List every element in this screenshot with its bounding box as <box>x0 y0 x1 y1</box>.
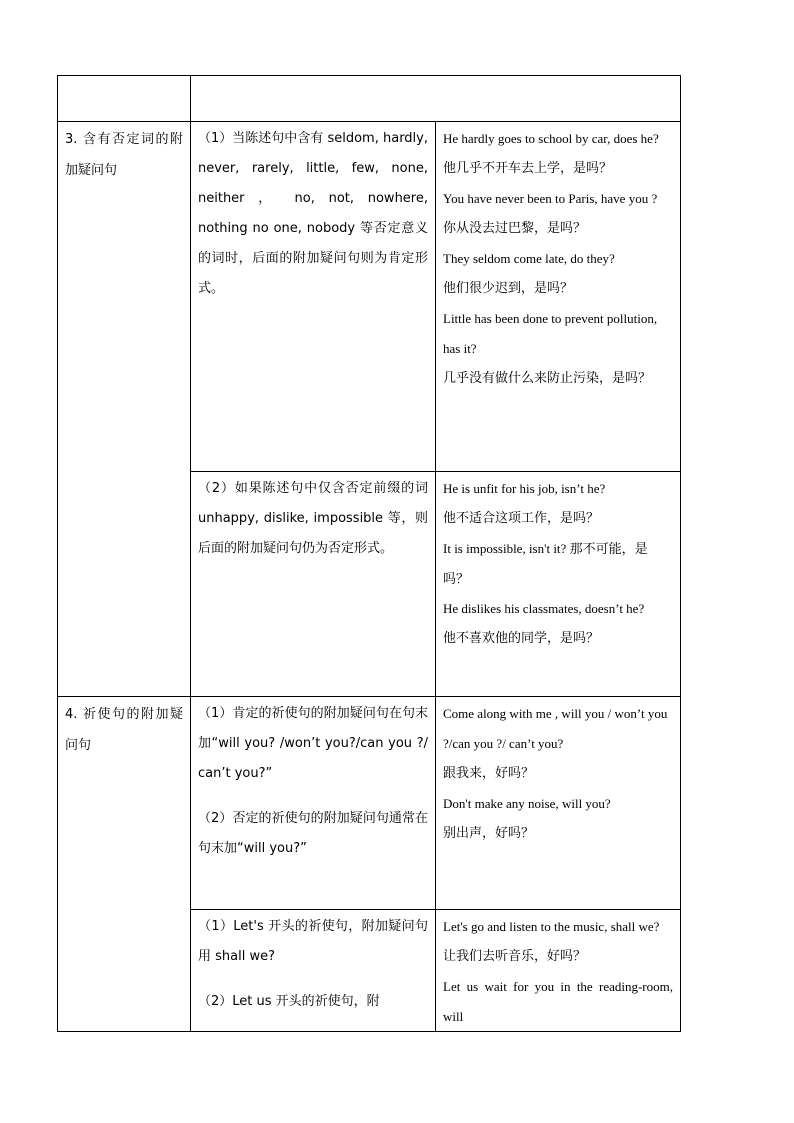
example-mixed: It is impossible, isn't it? 那不可能，是吗？ <box>443 541 648 586</box>
empty-cell <box>191 76 681 122</box>
example-cn: 别出声，好吗？ <box>443 826 535 841</box>
example-cell <box>436 472 681 697</box>
example-en: Don't make any noise, will you? <box>443 796 611 811</box>
example-cn: 你从没去过巴黎，是吗？ <box>443 221 587 236</box>
rule-text: （2）否定的祈使句的附加疑问句通常在句末加“will you?” <box>198 811 428 856</box>
example-en: Come along with me , will you / won’t you ?/can you ?/ can’t you? <box>443 706 668 751</box>
rule-cell <box>191 122 436 472</box>
rule-text: （2）Let us 开头的祈使句，附 <box>198 994 380 1009</box>
example-cn: 他不适合这项工作，是吗？ <box>443 511 600 526</box>
example-cell <box>436 122 681 472</box>
rule-text: （1）当陈述句中含有 seldom, hardly, never, rarely, little, few, none, neither ， no, not, nowhere, nothing no one, nobody 等否定意义的词时，后面的附加疑问句则为肯定形式。 <box>198 131 428 296</box>
example-en: He is unfit for his job, isn’t he? <box>443 481 606 496</box>
table-row-header <box>58 76 681 122</box>
example-cn: 他几乎不开车去上学，是吗？ <box>443 161 613 176</box>
example-en: They seldom come late, do they? <box>443 251 615 266</box>
example-cn: 几乎没有做什么来防止污染，是吗？ <box>443 371 652 386</box>
category-cell <box>58 697 191 1032</box>
example-cn: 让我们去听音乐，好吗？ <box>443 949 587 964</box>
grammar-table <box>57 75 681 1032</box>
empty-cell <box>58 76 191 122</box>
table-row <box>58 697 681 910</box>
example-en: You have never been to Paris, have you ? <box>443 191 658 206</box>
example-en: Little has been done to prevent pollution, has it? <box>443 311 658 356</box>
example-cell <box>436 697 681 910</box>
rule-cell <box>191 472 436 697</box>
category-cell <box>58 122 191 697</box>
rule-text: （2）如果陈述句中仅含否定前缀的词 unhappy, dislike, impossible 等，则后面的附加疑问句仍为否定形式。 <box>198 481 428 556</box>
rule-cell <box>191 910 436 1032</box>
rule-text: （1）肯定的祈使句的附加疑问句在句末加“will you? /won’t you?/can you ?/ can’t you?” <box>198 706 428 781</box>
example-en: He hardly goes to school by car, does he? <box>443 131 659 146</box>
example-cn: 跟我来，好吗？ <box>443 766 535 781</box>
table-row <box>58 122 681 472</box>
example-en: Let's go and listen to the music, shall we? <box>443 919 660 934</box>
rule-text: （1）Let's 开头的祈使句，附加疑问句用 shall we? <box>198 919 428 964</box>
example-cn: 他不喜欢他的同学，是吗？ <box>443 631 600 646</box>
rule-cell <box>191 697 436 910</box>
category-label: 3. 含有否定词的附加疑问句 <box>65 132 183 178</box>
example-en: He dislikes his classmates, doesn’t he? <box>443 601 645 616</box>
category-label: 4. 祈使句的附加疑问句 <box>65 707 183 753</box>
example-cn: 他们很少迟到，是吗？ <box>443 281 574 296</box>
example-en: Let us wait for you in the reading-room, will <box>443 979 673 1024</box>
example-cell <box>436 910 681 1032</box>
